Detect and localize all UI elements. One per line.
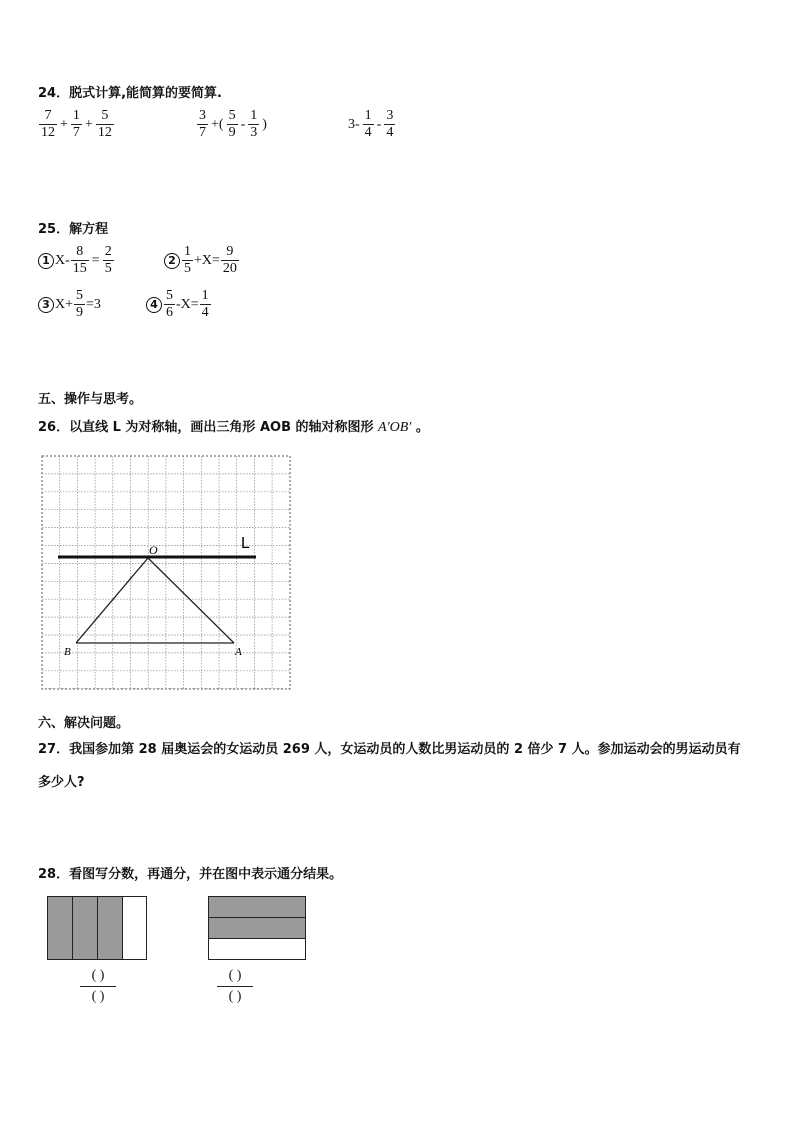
fraction: $\frac{1}{3}$ xyxy=(250,108,258,140)
denominator-blank[interactable]: ( ) xyxy=(91,989,105,1004)
q27-line-2: 多少人? xyxy=(38,775,85,790)
fraction-bar xyxy=(217,986,253,987)
q26-text: 26．以直线 L 为对称轴，画出三角形 AOB 的轴对称图形 xyxy=(38,420,374,435)
fraction: $\frac{5}{9}$ xyxy=(228,108,236,140)
vertical-strips-svg xyxy=(47,896,147,960)
fraction: $\frac{9}{20}$ xyxy=(222,244,237,276)
fraction: $\frac{1}{4}$ xyxy=(364,108,372,140)
operator: 3- xyxy=(348,116,360,132)
fraction: $\frac{3}{4}$ xyxy=(386,108,394,140)
operator: =3 xyxy=(86,296,101,312)
fraction: $\frac{3}{7}$ xyxy=(199,108,206,140)
horizontal-strips-svg xyxy=(208,896,306,960)
equation-2 xyxy=(164,244,240,277)
operator: +( xyxy=(211,116,224,132)
fraction-bar xyxy=(80,986,116,987)
operator: -X= xyxy=(176,296,199,312)
shaded-strip xyxy=(48,897,73,960)
operator: + xyxy=(84,116,93,132)
circled-number: 2 xyxy=(164,253,180,269)
point-label-o: O xyxy=(149,543,158,557)
axis-label: L xyxy=(241,535,250,552)
answer-fraction-1[interactable] xyxy=(78,968,118,1005)
equation-3 xyxy=(38,288,101,321)
circled-number: 3 xyxy=(38,297,54,313)
q26-tail: 。 xyxy=(415,420,429,435)
operator: X- xyxy=(55,252,70,268)
q27-line-1: 27．我国参加第 28 届奥运会的女运动员 269 人，女运动员的人数比男运动员的 2 倍少 7 人。参加运动会的男运动员有 xyxy=(38,742,741,757)
circled-number: 4 xyxy=(146,297,162,313)
point-label-b: B xyxy=(64,646,71,658)
fraction: $\frac{1}{5}$ xyxy=(184,244,191,276)
denominator-blank[interactable]: ( ) xyxy=(228,989,242,1004)
fraction: $\frac{5}{9}$ xyxy=(76,288,84,320)
q26-title xyxy=(38,416,429,436)
operator: + xyxy=(60,116,68,132)
operator: - xyxy=(240,116,246,132)
symmetry-grid-figure xyxy=(38,452,292,692)
empty-strip xyxy=(209,939,306,960)
empty-strip xyxy=(123,897,147,960)
operator: ) xyxy=(262,116,267,132)
q25-title: 25．解方程 xyxy=(38,222,109,237)
shaded-strip xyxy=(98,897,123,960)
section-six-heading: 六、解决问题。 xyxy=(38,716,130,731)
q28-title: 28．看图写分数，再通分，并在图中表示通分结果。 xyxy=(38,867,343,882)
point-label-a: A xyxy=(235,646,242,658)
shaded-strip xyxy=(73,897,98,960)
shaded-strip xyxy=(209,918,306,939)
equation-4 xyxy=(146,288,212,321)
q24-expr-2 xyxy=(196,108,269,141)
grid-svg xyxy=(38,452,292,692)
fraction: $\frac{1}{4}$ xyxy=(201,288,209,320)
q24-expr-1 xyxy=(38,108,115,141)
fraction: $\frac{8}{15}$ xyxy=(72,244,87,276)
shaded-strip xyxy=(209,897,306,918)
fraction-diagram-horizontal xyxy=(208,896,306,960)
fraction: $\frac{2}{5}$ xyxy=(104,244,112,276)
fraction: $\frac{1}{7}$ xyxy=(72,108,80,140)
figure-name: A′OB′ xyxy=(378,420,412,435)
circled-number: 1 xyxy=(38,253,54,269)
fraction: $\frac{7}{12}$ xyxy=(41,108,55,140)
fraction-diagram-vertical xyxy=(47,896,147,960)
q24-title: 24．脱式计算,能简算的要简算. xyxy=(38,86,222,101)
answer-fraction-2[interactable] xyxy=(215,968,255,1005)
q24-expr-3 xyxy=(346,108,396,141)
numerator-blank[interactable]: ( ) xyxy=(91,968,105,983)
numerator-blank[interactable]: ( ) xyxy=(228,968,242,983)
operator: = xyxy=(91,252,100,268)
operator: +X= xyxy=(194,252,220,268)
section-five-heading: 五、操作与思考。 xyxy=(38,392,143,407)
operator: - xyxy=(376,116,382,132)
operator: X+ xyxy=(55,296,74,312)
equation-1 xyxy=(38,244,115,277)
fraction: $\frac{5}{6}$ xyxy=(166,288,173,320)
fraction: $\frac{5}{12}$ xyxy=(97,108,112,140)
